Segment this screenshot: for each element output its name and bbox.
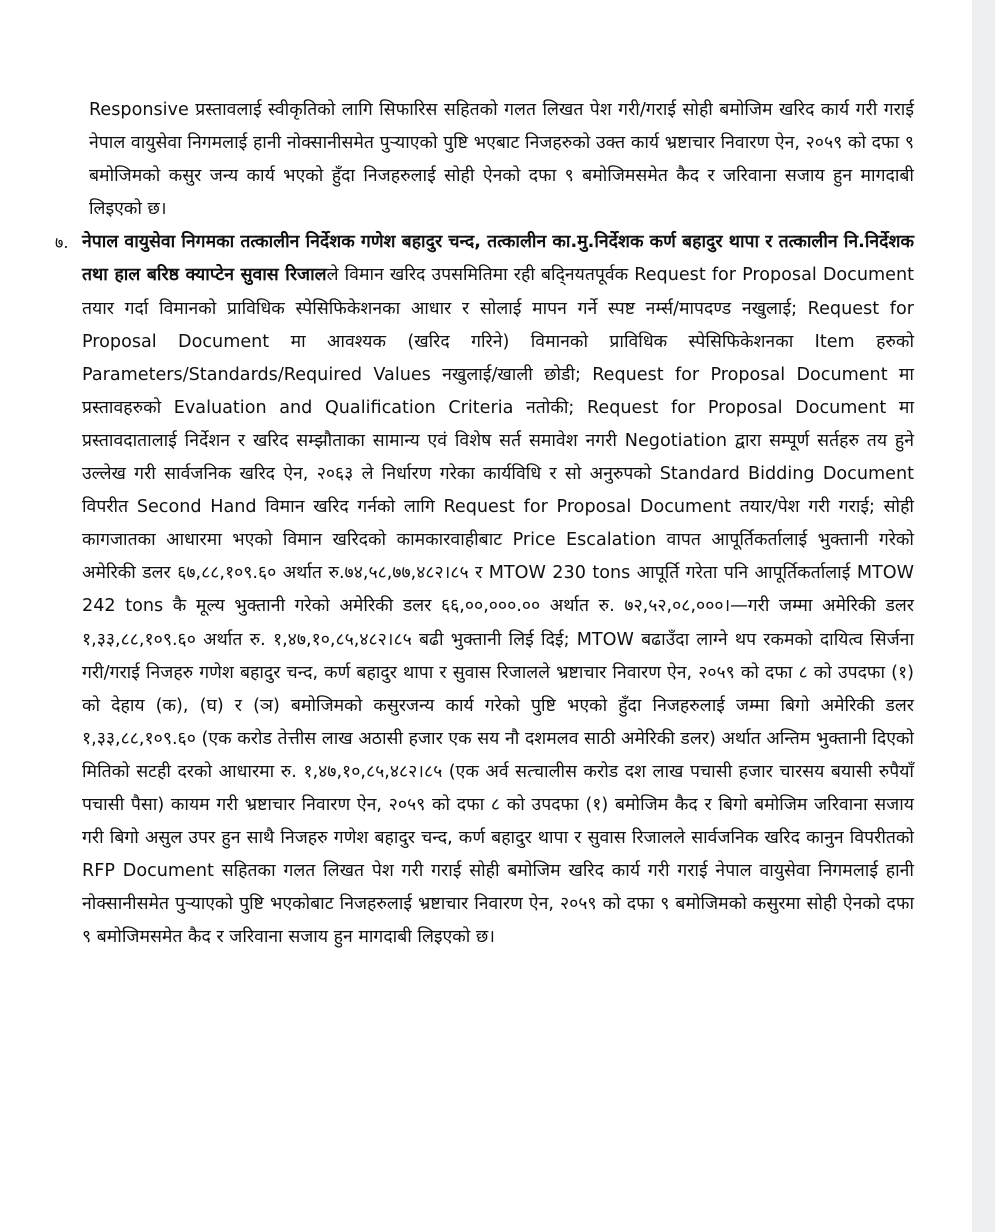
numbered-item-7 (55, 226, 914, 954)
paragraph-continuation: Responsive प्रस्तावलाई स्वीकृतिको लागि सिफारिस सहितको गलत लिखत पेश गरी/गराई सोही बमोजिम खरिद कार्य गरी गराई नेपाल वायुसेवा निगमलाई हानी नोक्सानीसमेत पुऱ्याएको पुष्टि भएबाट निजहरुको उक्त कार्य भ्रष्टाचार निवारण ऐन, २०५९ को दफा ९ बमोजिमको कसुर जन्य कार्य भएको हुँदा निजहरुलाई सोही ऐनको दफा ९ बमोजिमसमेत कैद र जरिवाना सजाय हुन मागदाबी लिइएको छ। (89, 100, 914, 220)
item-number: ७. (55, 233, 69, 253)
item-body: ले विमान खरिद उपसमितिमा रही बदि्नयतपूर्वक Request for Proposal Document तयार गर्दा विमानको प्राविधिक स्पेसिफिकेशनका आधार र सोलाई मापन गर्ने स्पष्ट नर्म्स/मापदण्ड नखुलाई; Request for Proposal Document मा आवश्यक (खरिद गरिने) विमानको प्राविधिक स्पेसिफिकेशनका Item हरुको Parameters/Standards/Required Values नखुलाई/खाली छोडी; Request for Proposal Document मा प्रस्तावहरुको Evaluation and Qualification Criteria नतोकी; Request for Proposal Document मा प्रस्तावदातालाई निर्देशन र खरिद सम्झौताका सामान्य एवं विशेष सर्त समावेश नगरी Negotiation द्वारा सम्पूर्ण सर्तहरु तय हुने उल्लेख गरी सार्वजनिक खरिद ऐन, २०६३ ले निर्धारण गरेका कार्यविधि र सो अनुरुपको Standard Bidding Document विपरीत Second Hand विमान खरिद गर्नको लागि Request for Proposal Document तयार/पेश गरी गराई; सोही कागजातका आधारमा भएको विमान खरिदको कामकारवाहीबाट Price Escalation वापत आपूर्तिकर्तालाई भुक्तानी गरेको अमेरिकी डलर ६७,८८,१०९.६० अर्थात रु.७४,५८,७७,४८२।८५ र MTOW 230 tons आपूर्ति गरेता पनि आपूर्तिकर्तालाई MTOW 242 tons कै मूल्य भुक्तानी गरेको अमेरिकी डलर ६६,००,०००.०० अर्थात रु. ७२,५२,०८,०००।—गरी जम्मा अमेरिकी डलर १,३३,८८,१०९.६० अर्थात रु. १,४७,१०,८५,४८२।८५ बढी भुक्तानी लिई दिई; MTOW बढाउँदा लाग्ने थप रकमको दायित्व सिर्जना गरी/गराई निजहरु गणेश बहादुर चन्द, कर्ण बहादुर थापा र सुवास रिजालले भ्रष्टाचार निवारण ऐन, २०५९ को दफा ८ को उपदफा (१) को देहाय (क), (घ) र (ञ) बमोजिमको कसुरजन्य कार्य गरेको पुष्टि भएको हुँदा निजहरुलाई जम्मा बिगो अमेरिकी डलर १,३३,८८,१०९.६० (एक करोड तेत्तीस लाख अठासी हजार एक सय नौ दशमलव साठी अमेरिकी डलर) अर्थात अन्तिम भुक्तानी दिएको मितिको सटही दरको आधारमा रु. १,४७,१०,८५,४८२।८५ (एक अर्व सत्चालीस करोड दश लाख पचासी हजार चारसय बयासी रुपैयाँ पचासी पैसा) कायम गरी भ्रष्टाचार निवारण ऐन, २०५९ को दफा ८ को उपदफा (१) बमोजिम कैद र बिगो बमोजिम जरिवाना सजाय गरी बिगो असुल उपर हुन साथै निजहरु गणेश बहादुर चन्द, कर्ण बहादुर थापा र सुवास रिजालले सार्वजनिक खरिद कानुन विपरीतको RFP Document सहितका गलत लिखत पेश गरी गराई सोही बमोजिम खरिद कार्य गरी गराई नेपाल वायुसेवा निगमलाई हानी नोक्सानीसमेत पुऱ्याएको पुष्टि भएकोबाट निजहरुलाई भ्रष्टाचार निवारण ऐन, २०५९ को दफा ९ बमोजिमको कसुरमा सोही ऐनको दफा ९ बमोजिमसमेत कैद र जरिवाना सजाय हुन मागदाबी लिइएको छ। (82, 265, 914, 948)
item-bold-lead: नेपाल वायुसेवा निगमका तत्कालीन निर्देशक गणेश बहादुर चन्द, तत्कालीन का.मु.निर्देशक कर्ण बहादुर थापा र तत्कालीन नि.निर्देशक तथा हाल बरिष्ठ क्याप्टेन सुवास रिजाल (82, 232, 914, 286)
viewer-side-margin (972, 0, 995, 1232)
document-text (55, 94, 914, 954)
